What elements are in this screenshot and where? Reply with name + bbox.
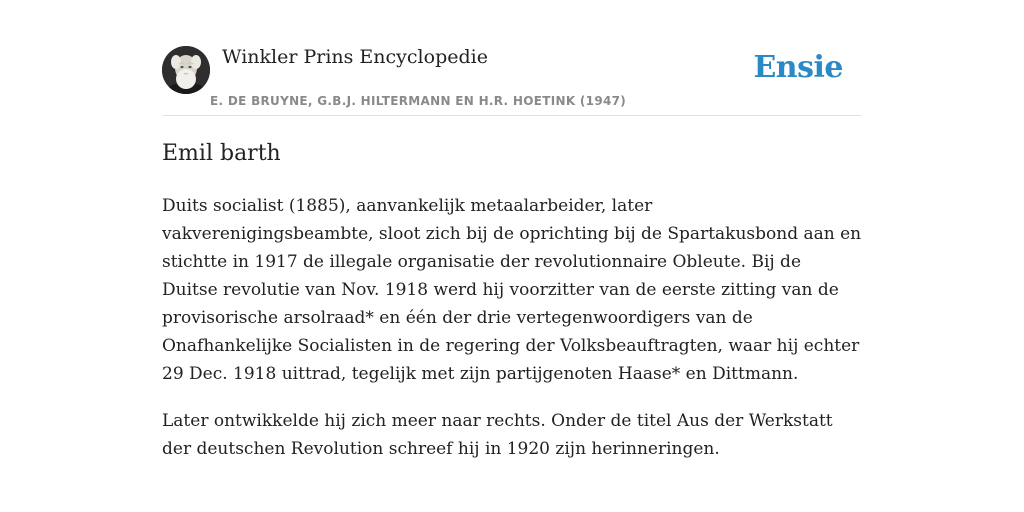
article-paragraph: Duits socialist (1885), aanvankelijk metaalarbeider, later vakverenigingsbeambte, sloot zich bij de oprichting bij de Spartakusbond aan en stichtte in 1917 de illegale organisatie der revolutionnaire Obleute. Bij de Duitse revolutie van Nov. 1918 werd hij voorzitter van de eerste zitting van de provisorische arsolraad* en één der drie vertegenwoordigers van de Onafhankelijke Socialisten in de regering der Volksbeauftragten, waar hij echter 29 Dec. 1918 uittrad, tegelijk met zijn partijgenoten Haase* en Dittmann.: [162, 196, 862, 384]
article-title: Emil barth: [162, 141, 281, 166]
brand-logo[interactable]: Ensie: [753, 50, 843, 85]
portrait-icon[interactable]: [162, 46, 210, 94]
article-body: [162, 192, 862, 482]
publication-header: [162, 46, 862, 116]
article-paragraph: Later ontwikkelde hij zich meer naar rechts. Onder de titel Aus der Werkstatt der deutschen Revolution schreef hij in 1920 zijn herinneringen.: [162, 411, 833, 459]
publication-title[interactable]: Winkler Prins Encyclopedie: [222, 46, 488, 68]
publication-authors: E. DE BRUYNE, G.B.J. HILTERMANN EN H.R. HOETINK (1947): [210, 94, 627, 108]
